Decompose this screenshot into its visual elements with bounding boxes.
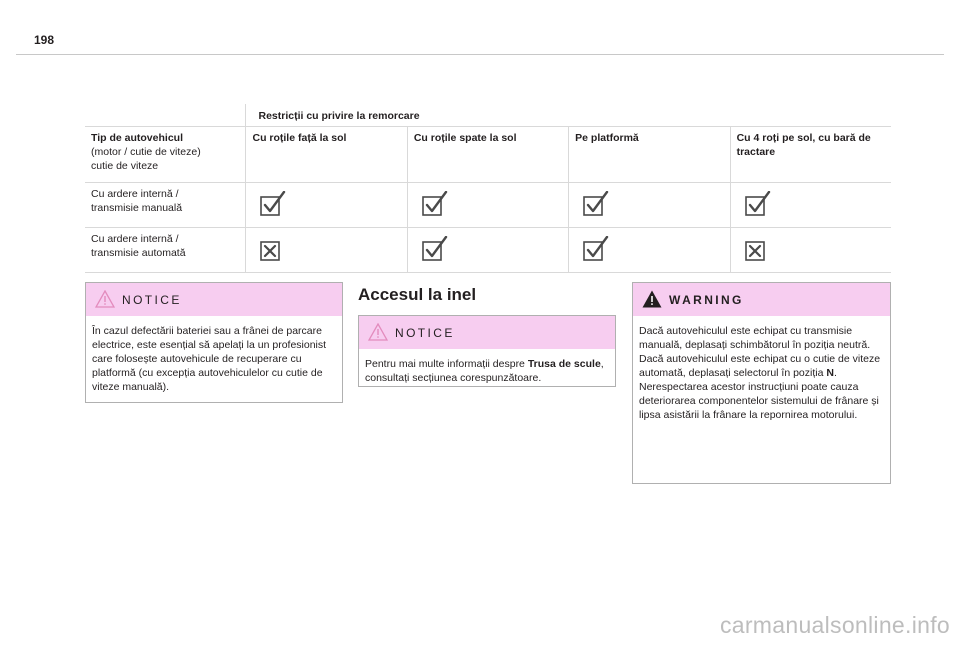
mark-cell [569,228,729,262]
check-mark-icon [260,191,288,217]
notice-header [359,316,615,349]
column-header [730,127,891,183]
warning-text-part: Dacă autovehiculul este echipat cu o cutie de viteze automată, deplasați selectorul în poziția [639,353,881,379]
notice-title: NOTICE [122,293,182,307]
mark-cell [246,183,406,217]
vehicle-type-sub: (motor / cutie de viteze) [91,146,201,158]
page-number: 198 [34,33,55,47]
notice-text-part: Pentru mai multe informații despre [365,358,528,370]
row-label-line: transmisie automată [91,247,186,259]
mark-cell [731,183,891,217]
warning-title: WARNING [669,293,744,307]
check-mark-icon [583,236,611,262]
row-label-line: Cu ardere internă / [91,188,179,200]
watermark: carmanualsonline.info [719,612,950,638]
warning-text [633,316,890,430]
check-mark-icon [583,191,611,217]
table-corner-cell [85,104,246,127]
cross-mark-icon [260,236,288,262]
mark-cell [569,183,729,217]
check-mark-icon [422,236,450,262]
check-mark-icon [422,191,450,217]
mark-cell [731,228,891,262]
table-row [85,183,891,228]
warning-triangle-icon [642,290,662,308]
warning-paragraph: Dacă autovehiculul este echipat cu transmisie manuală, deplasați schimbătorul în poziția neutră. [639,325,871,351]
table-row [85,228,891,273]
column-header-text: Cu 4 roți pe sol, cu bară de tractare [736,132,871,158]
column-header [246,127,407,183]
notice-text-part: , consultați secțiunea corespunzătoare. [365,358,604,384]
column-header-text: Cu roțile față la sol [252,132,347,144]
warning-triangle-icon [95,290,115,308]
gear-position-n: N [826,367,834,379]
check-mark-icon [745,191,773,217]
notice-box [358,315,616,387]
warning-paragraph [639,352,884,380]
column-header-text: Pe platformă [575,132,639,144]
vehicle-type-header [85,127,246,183]
section-title: Accesul la inel [358,285,477,304]
row-label-line: Cu ardere internă / [91,233,179,245]
notice-text: În cazul defectării bateriei sau a frânei de parcare electrice, este esențial să apelați la un profesionist care folosește autovehicule de recuperare cu platformă (cu excepția autovehiculelor cu cutie de viteze manuală). [92,325,327,393]
notice-box [85,282,343,403]
notice-header [86,283,342,316]
row-label [85,228,246,273]
top-divider [16,54,944,55]
tool-kit-reference: Trusa de scule [527,358,601,370]
group-header-text: Restricții cu privire la remorcare [258,110,420,122]
towing-restrictions-table [85,104,891,273]
vehicle-type-label: Tip de autovehicul [91,132,183,144]
column-header-text: Cu roțile spate la sol [413,132,517,144]
warning-header [633,283,890,316]
cross-mark-icon [745,236,773,262]
column-header [407,127,568,183]
mark-cell [408,228,568,262]
warning-box [632,282,891,484]
column-header [569,127,730,183]
vehicle-type-sub2: cutie de viteze [91,160,159,172]
row-label [85,183,246,228]
row-label-line: transmisie manuală [91,202,183,214]
warning-triangle-icon [368,323,388,341]
mark-cell [408,183,568,217]
table-group-header [246,104,891,127]
warning-text-part: . [833,367,837,379]
warning-paragraph: Nerespectarea acestor instrucțiuni poate cauza deteriorarea componentelor sistemului de frânare și lipsa asistării la frânare la repornirea motorului. [639,381,879,421]
notice-text [359,349,615,393]
notice-title: NOTICE [395,326,455,340]
mark-cell [246,228,406,262]
